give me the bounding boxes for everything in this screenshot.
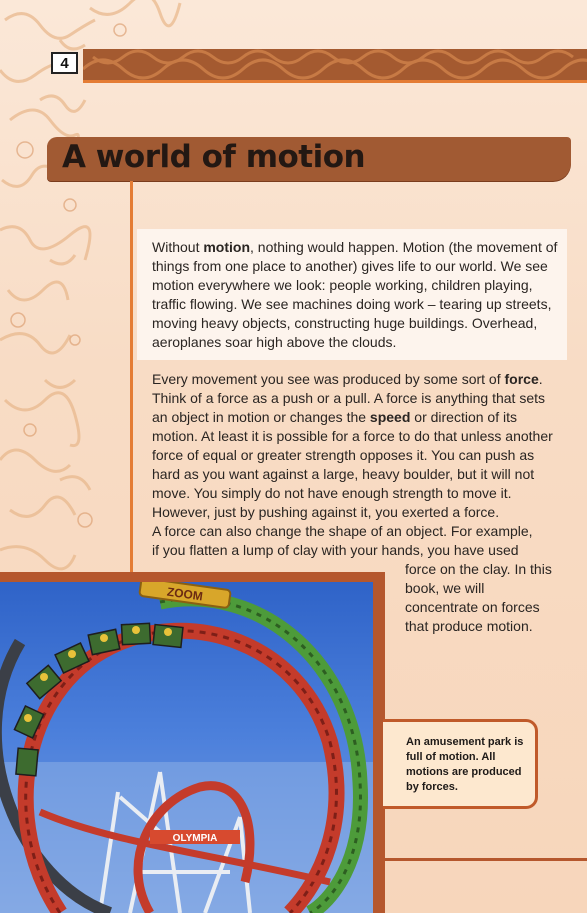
svg-text:ZOOM: ZOOM — [166, 584, 204, 604]
roller-coaster-photo — [0, 582, 373, 913]
page-title: A world of motion — [62, 139, 366, 175]
svg-text:OLYMPIA: OLYMPIA — [172, 833, 218, 844]
body-paragraph-shape-wrap: force on the clay. In this book, we will concentrate on forces that produce motion. — [405, 561, 552, 634]
margin-rule — [130, 181, 133, 573]
header-rule — [83, 80, 587, 83]
footer-rule — [385, 858, 587, 861]
intro-paragraph: Without motion, nothing would happen. Motion (the movement of things from one place to another) gives life to our world. We see motion everywhere we look: people working, children playing, traffic flowing. We see machines doing work – tearing up streets, moving heavy objects, constructing huge buildings. Overhead, aeroplanes soar high above the clouds. — [152, 239, 558, 350]
header-decorative-band — [83, 49, 587, 80]
keyword-force: force — [504, 371, 539, 387]
roller-coaster-illustration — [0, 582, 373, 913]
olympia-banner — [150, 830, 240, 844]
body-paragraph-shape: A force can also change the shape of an object. For example, if you flatten a lump of clay with your hands, you have used — [152, 523, 533, 558]
photo-caption: An amusement park is full of motion. All motions are produced by forces. — [406, 736, 524, 793]
keyword-speed: speed — [369, 409, 411, 425]
body-paragraph-force: Every movement you see was produced by some sort of force. Think of a force as a push or a pull. A force is anything that sets an object in motion or changes the speed or direction of its motion. At least it is possible for a force to do that unless another force of equal or greater strength opposes it. You can push as hard as you want against a large, heavy boulder, but it will not move. You simply do not have enough strength to move it. However, just by pushing against it, you exerted a force. — [152, 371, 553, 520]
band-swirl-pattern — [83, 49, 587, 80]
page-number: 4 — [51, 52, 78, 74]
keyword-motion: motion — [203, 239, 251, 255]
